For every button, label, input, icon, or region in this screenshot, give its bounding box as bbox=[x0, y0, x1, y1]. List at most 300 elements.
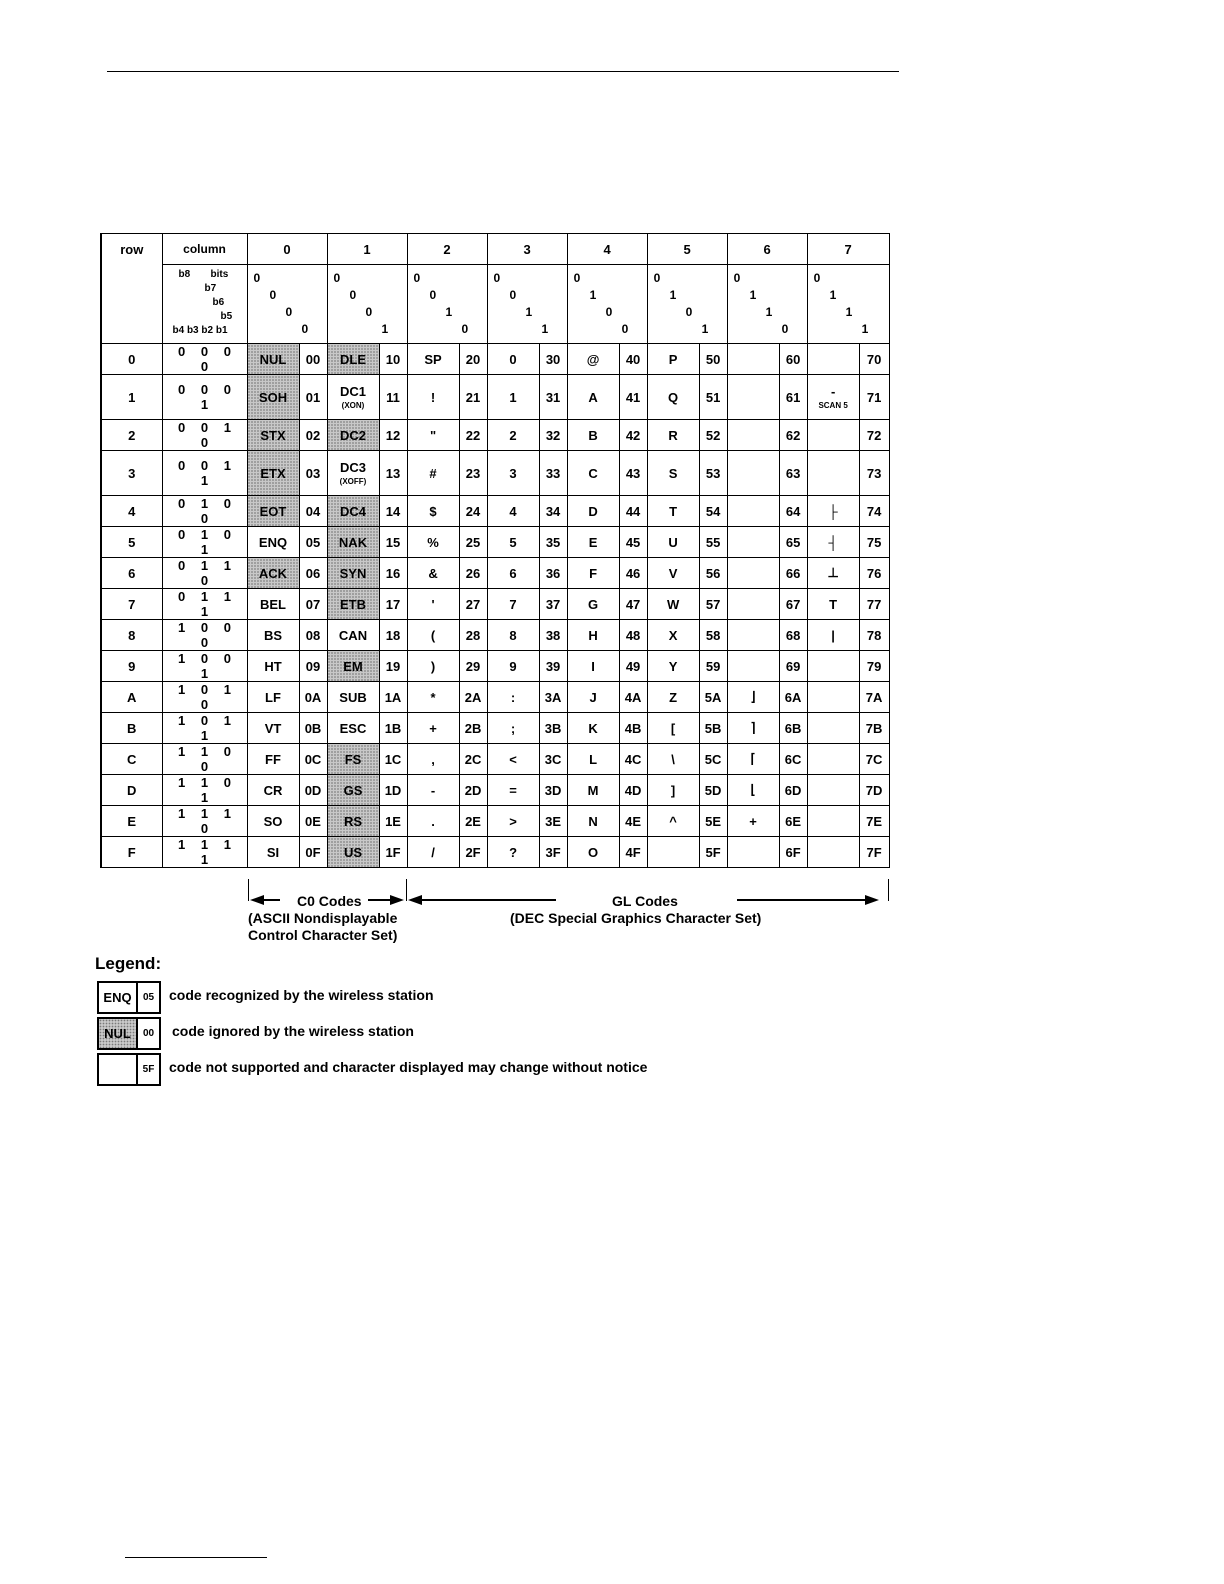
hex-cell: 0C bbox=[299, 744, 327, 775]
hex-cell: 28 bbox=[459, 620, 487, 651]
hex-cell: 3B bbox=[539, 713, 567, 744]
hex-cell: 32 bbox=[539, 420, 567, 451]
bits-word: bits bbox=[210, 269, 229, 280]
bit-value: 1 bbox=[829, 288, 837, 302]
hex-cell: 48 bbox=[619, 620, 647, 651]
hex-cell: 2B bbox=[459, 713, 487, 744]
column-4-bit-pattern bbox=[567, 265, 647, 344]
hex-cell: 74 bbox=[859, 496, 889, 527]
char-name: 2 bbox=[509, 427, 517, 443]
char-cell bbox=[647, 713, 699, 744]
hex-cell: 7F bbox=[859, 837, 889, 868]
bits-description bbox=[162, 265, 247, 344]
legend-swatch-hex: 5F bbox=[142, 1064, 155, 1075]
bit-value: 0 bbox=[253, 271, 261, 285]
char-cell bbox=[727, 744, 779, 775]
char-cell bbox=[407, 682, 459, 713]
hex-cell: 3D bbox=[539, 775, 567, 806]
hex-cell: 18 bbox=[379, 620, 407, 651]
char-cell bbox=[487, 806, 539, 837]
hex-cell: 0E bbox=[299, 806, 327, 837]
gl-codes-label: GL Codes bbox=[612, 893, 678, 909]
char-name: ENQ bbox=[258, 534, 288, 550]
char-cell bbox=[327, 620, 379, 651]
column-5-bit-pattern bbox=[647, 265, 727, 344]
char-cell bbox=[407, 806, 459, 837]
column-5-header: 5 bbox=[647, 234, 727, 265]
bit-value: 0 bbox=[429, 288, 437, 302]
char-cell bbox=[487, 344, 539, 375]
row-bits: 1 0 1 0 bbox=[162, 682, 247, 713]
char-cell bbox=[327, 451, 379, 496]
hex-cell: 76 bbox=[859, 558, 889, 589]
row-bits: 0 0 1 0 bbox=[162, 420, 247, 451]
char-name: 0 bbox=[509, 351, 517, 367]
char-cell bbox=[647, 527, 699, 558]
bit-value: 1 bbox=[845, 305, 853, 319]
char-cell bbox=[327, 558, 379, 589]
legend-swatch-char: NUL bbox=[99, 1019, 138, 1048]
hex-cell: 4E bbox=[619, 806, 647, 837]
char-cell bbox=[247, 620, 299, 651]
char-cell bbox=[327, 589, 379, 620]
bit-value: 0 bbox=[493, 271, 501, 285]
table-row bbox=[101, 420, 889, 451]
char-name: ⌉ bbox=[750, 720, 756, 735]
row-bits: 0 1 1 0 bbox=[162, 558, 247, 589]
bit-value: 0 bbox=[653, 271, 661, 285]
hex-cell: 57 bbox=[699, 589, 727, 620]
hex-cell: 50 bbox=[699, 344, 727, 375]
hex-cell: 34 bbox=[539, 496, 567, 527]
char-cell bbox=[327, 775, 379, 806]
hex-cell: 4B bbox=[619, 713, 647, 744]
hex-cell: 1D bbox=[379, 775, 407, 806]
hex-cell: 19 bbox=[379, 651, 407, 682]
char-name: ! bbox=[430, 389, 436, 405]
table-row bbox=[101, 558, 889, 589]
char-name: DC1 bbox=[340, 384, 367, 399]
bit-value: 1 bbox=[541, 322, 549, 336]
char-cell bbox=[647, 558, 699, 589]
bits-b5: b5 bbox=[220, 311, 233, 322]
hex-cell: 2F bbox=[459, 837, 487, 868]
char-cell bbox=[407, 713, 459, 744]
char-cell bbox=[407, 527, 459, 558]
hex-cell: 04 bbox=[299, 496, 327, 527]
row-label: F bbox=[101, 837, 162, 868]
hex-cell: 78 bbox=[859, 620, 889, 651]
row-label: 6 bbox=[101, 558, 162, 589]
char-cell bbox=[487, 589, 539, 620]
hex-cell: 06 bbox=[299, 558, 327, 589]
char-cell bbox=[567, 744, 619, 775]
char-cell bbox=[247, 527, 299, 558]
char-name: : bbox=[510, 689, 516, 705]
char-name: [ bbox=[670, 720, 676, 736]
char-name: > bbox=[509, 813, 517, 829]
char-cell bbox=[487, 451, 539, 496]
table-row bbox=[101, 713, 889, 744]
hex-cell: 02 bbox=[299, 420, 327, 451]
hex-cell: 17 bbox=[379, 589, 407, 620]
char-name: ⌋ bbox=[750, 689, 756, 704]
char-cell bbox=[727, 527, 779, 558]
row-label: E bbox=[101, 806, 162, 837]
c0-left-tick bbox=[248, 879, 249, 901]
table-row bbox=[101, 620, 889, 651]
hex-cell: 03 bbox=[299, 451, 327, 496]
char-name: ETB bbox=[340, 596, 367, 612]
char-cell bbox=[647, 589, 699, 620]
hex-cell: 56 bbox=[699, 558, 727, 589]
char-name: EM bbox=[343, 658, 363, 674]
hex-cell: 39 bbox=[539, 651, 567, 682]
row-header: row bbox=[101, 234, 162, 344]
char-cell bbox=[247, 682, 299, 713]
c0-codes-label: C0 Codes bbox=[297, 893, 362, 909]
row-label: 5 bbox=[101, 527, 162, 558]
char-cell bbox=[407, 620, 459, 651]
bottom-rule bbox=[125, 1557, 267, 1558]
char-name: SI bbox=[266, 844, 280, 860]
char-cell bbox=[327, 806, 379, 837]
char-cell bbox=[407, 496, 459, 527]
bit-value: 0 bbox=[461, 322, 469, 336]
char-cell bbox=[567, 420, 619, 451]
row-bits: 0 0 0 1 bbox=[162, 375, 247, 420]
hex-cell: 3E bbox=[539, 806, 567, 837]
char-name: Q bbox=[668, 389, 679, 405]
char-name: 4 bbox=[509, 503, 517, 519]
char-cell bbox=[487, 682, 539, 713]
char-cell bbox=[567, 558, 619, 589]
char-cell bbox=[247, 451, 299, 496]
char-name: B bbox=[588, 427, 598, 443]
hex-cell: 6C bbox=[779, 744, 807, 775]
char-name: \ bbox=[671, 751, 675, 767]
bit-value: 0 bbox=[605, 305, 613, 319]
char-cell bbox=[407, 451, 459, 496]
bit-value: 1 bbox=[701, 322, 709, 336]
char-name: ┤ bbox=[828, 534, 838, 550]
bit-value: 0 bbox=[333, 271, 341, 285]
char-name: 8 bbox=[509, 627, 517, 643]
char-cell bbox=[247, 375, 299, 420]
char-cell bbox=[807, 451, 859, 496]
row-label: 0 bbox=[101, 344, 162, 375]
hex-cell: 36 bbox=[539, 558, 567, 589]
char-name: DC4 bbox=[340, 503, 367, 519]
hex-cell: 41 bbox=[619, 375, 647, 420]
hex-cell: 73 bbox=[859, 451, 889, 496]
char-cell bbox=[567, 806, 619, 837]
hex-cell: 61 bbox=[779, 375, 807, 420]
bit-value: 0 bbox=[733, 271, 741, 285]
legend-swatch-char: ENQ bbox=[99, 983, 138, 1012]
char-note: (XON) bbox=[341, 401, 365, 410]
char-name: M bbox=[587, 782, 599, 798]
bit-value: 0 bbox=[365, 305, 373, 319]
char-name: CAN bbox=[338, 627, 368, 643]
legend-text-recognized: code recognized by the wireless station bbox=[169, 987, 434, 1003]
char-name: LF bbox=[265, 689, 281, 705]
table-row bbox=[101, 744, 889, 775]
char-name: | bbox=[831, 627, 835, 643]
hex-cell: 43 bbox=[619, 451, 647, 496]
char-cell bbox=[807, 496, 859, 527]
hex-cell: 63 bbox=[779, 451, 807, 496]
hex-cell: 53 bbox=[699, 451, 727, 496]
char-cell bbox=[327, 682, 379, 713]
char-cell bbox=[487, 744, 539, 775]
hex-cell: 2E bbox=[459, 806, 487, 837]
char-cell bbox=[647, 420, 699, 451]
char-cell bbox=[567, 527, 619, 558]
bit-value: 0 bbox=[413, 271, 421, 285]
char-name: T bbox=[669, 503, 678, 519]
char-name: @ bbox=[586, 351, 600, 367]
hex-cell: 01 bbox=[299, 375, 327, 420]
char-cell bbox=[647, 744, 699, 775]
char-cell bbox=[407, 744, 459, 775]
char-name: - bbox=[830, 384, 836, 399]
char-name: I bbox=[591, 658, 595, 674]
hex-cell: 4D bbox=[619, 775, 647, 806]
hex-cell: 55 bbox=[699, 527, 727, 558]
char-name: DC3 bbox=[340, 460, 367, 475]
char-name: G bbox=[588, 596, 599, 612]
char-cell bbox=[327, 651, 379, 682]
char-cell bbox=[807, 344, 859, 375]
legend-swatch-unsupported bbox=[97, 1053, 161, 1086]
char-cell bbox=[247, 806, 299, 837]
char-cell bbox=[807, 837, 859, 868]
char-name: Z bbox=[669, 689, 678, 705]
legend-title: Legend: bbox=[95, 954, 162, 973]
char-name: 9 bbox=[509, 658, 517, 674]
char-cell bbox=[727, 651, 779, 682]
char-cell bbox=[407, 375, 459, 420]
char-name: ⌊ bbox=[750, 782, 756, 797]
gl-left-line bbox=[422, 899, 556, 901]
legend-text-ignored: code ignored by the wireless station bbox=[172, 1023, 414, 1039]
hex-cell: 12 bbox=[379, 420, 407, 451]
hex-cell: 58 bbox=[699, 620, 727, 651]
char-name: C bbox=[588, 465, 598, 481]
gl-right-tick bbox=[888, 879, 889, 901]
char-cell bbox=[247, 775, 299, 806]
bits-b8: b8 bbox=[178, 269, 191, 280]
char-cell bbox=[487, 775, 539, 806]
row-label: 2 bbox=[101, 420, 162, 451]
bit-value: 0 bbox=[269, 288, 277, 302]
char-name: NUL bbox=[259, 351, 287, 367]
bit-value: 0 bbox=[685, 305, 693, 319]
legend-swatch-recognized bbox=[97, 981, 161, 1014]
hex-cell: 10 bbox=[379, 344, 407, 375]
hex-cell: 46 bbox=[619, 558, 647, 589]
char-cell bbox=[487, 713, 539, 744]
char-name: R bbox=[668, 427, 678, 443]
hex-cell: 5D bbox=[699, 775, 727, 806]
char-cell bbox=[407, 775, 459, 806]
char-name: BS bbox=[263, 627, 283, 643]
char-cell bbox=[727, 775, 779, 806]
char-name: & bbox=[428, 565, 438, 581]
char-cell bbox=[807, 713, 859, 744]
char-cell bbox=[727, 806, 779, 837]
c0-right-arrow bbox=[390, 895, 404, 905]
hex-cell: 20 bbox=[459, 344, 487, 375]
char-name: SO bbox=[263, 813, 283, 829]
char-name: DLE bbox=[340, 351, 367, 367]
bit-value: 0 bbox=[781, 322, 789, 336]
char-name: SOH bbox=[258, 389, 288, 405]
hex-cell: 2D bbox=[459, 775, 487, 806]
column-1-bit-pattern bbox=[327, 265, 407, 344]
bit-value: 0 bbox=[573, 271, 581, 285]
char-name: J bbox=[589, 689, 597, 705]
character-code-table bbox=[100, 233, 890, 868]
bit-value: 0 bbox=[349, 288, 357, 302]
char-cell bbox=[247, 558, 299, 589]
char-cell bbox=[567, 713, 619, 744]
char-name: K bbox=[588, 720, 598, 736]
char-name: E bbox=[588, 534, 598, 550]
hex-cell: 49 bbox=[619, 651, 647, 682]
hex-cell: 14 bbox=[379, 496, 407, 527]
column-0-bit-pattern bbox=[247, 265, 327, 344]
char-cell bbox=[807, 744, 859, 775]
legend-swatch-hex: 05 bbox=[142, 992, 155, 1003]
hex-cell: 62 bbox=[779, 420, 807, 451]
row-label: A bbox=[101, 682, 162, 713]
hex-cell: 30 bbox=[539, 344, 567, 375]
hex-cell: 4A bbox=[619, 682, 647, 713]
bit-pattern-row bbox=[101, 265, 889, 344]
hex-cell: 0B bbox=[299, 713, 327, 744]
hex-cell: 75 bbox=[859, 527, 889, 558]
char-cell bbox=[647, 682, 699, 713]
bit-value: 1 bbox=[861, 322, 869, 336]
gl-left-arrow bbox=[408, 895, 422, 905]
char-cell bbox=[487, 558, 539, 589]
hex-cell: 1C bbox=[379, 744, 407, 775]
char-cell bbox=[647, 375, 699, 420]
hex-cell: 64 bbox=[779, 496, 807, 527]
c0-gl-divider-tick bbox=[406, 879, 407, 901]
legend-text-unsupported: code not supported and character displayed may change without notice bbox=[169, 1059, 648, 1075]
table-row bbox=[101, 589, 889, 620]
gl-subtitle: (DEC Special Graphics Character Set) bbox=[510, 910, 762, 926]
char-cell bbox=[247, 496, 299, 527]
bits-b6: b6 bbox=[212, 297, 225, 308]
char-name: * bbox=[430, 689, 436, 705]
char-name: + bbox=[429, 720, 437, 736]
char-cell bbox=[647, 496, 699, 527]
char-cell bbox=[327, 420, 379, 451]
row-bits: 1 1 1 0 bbox=[162, 806, 247, 837]
column-6-header: 6 bbox=[727, 234, 807, 265]
hex-cell: 5F bbox=[699, 837, 727, 868]
char-name: SYN bbox=[339, 565, 367, 581]
char-name: = bbox=[509, 782, 517, 798]
hex-cell: 2C bbox=[459, 744, 487, 775]
c0-subtitle-line2: Control Character Set) bbox=[248, 927, 398, 943]
hex-cell: 6E bbox=[779, 806, 807, 837]
table-row bbox=[101, 344, 889, 375]
hex-cell: 6F bbox=[779, 837, 807, 868]
char-name: ' bbox=[431, 596, 435, 612]
hex-cell: 0A bbox=[299, 682, 327, 713]
gl-right-line bbox=[737, 899, 867, 901]
hex-cell: 5B bbox=[699, 713, 727, 744]
char-name: 5 bbox=[509, 534, 517, 550]
char-name: RS bbox=[343, 813, 363, 829]
column-3-bit-pattern bbox=[487, 265, 567, 344]
char-name: DC2 bbox=[340, 427, 367, 443]
c0-left-line bbox=[262, 899, 280, 901]
hex-cell: 71 bbox=[859, 375, 889, 420]
hex-cell: 4F bbox=[619, 837, 647, 868]
row-bits: 0 1 1 1 bbox=[162, 589, 247, 620]
char-cell bbox=[407, 589, 459, 620]
bit-value: 0 bbox=[285, 305, 293, 319]
char-name: 3 bbox=[509, 465, 517, 481]
column-2-bit-pattern bbox=[407, 265, 487, 344]
hex-cell: 51 bbox=[699, 375, 727, 420]
hex-cell: 0F bbox=[299, 837, 327, 868]
char-name: N bbox=[588, 813, 598, 829]
char-cell bbox=[487, 651, 539, 682]
char-cell bbox=[327, 713, 379, 744]
char-name: D bbox=[588, 503, 598, 519]
column-2-header: 2 bbox=[407, 234, 487, 265]
row-label: 8 bbox=[101, 620, 162, 651]
char-cell bbox=[327, 496, 379, 527]
header-row bbox=[101, 234, 889, 265]
char-cell bbox=[727, 496, 779, 527]
char-name: / bbox=[431, 844, 435, 860]
char-name: ; bbox=[510, 720, 516, 736]
char-name: US bbox=[343, 844, 363, 860]
char-name: T bbox=[829, 596, 838, 612]
hex-cell: 35 bbox=[539, 527, 567, 558]
row-label: 4 bbox=[101, 496, 162, 527]
char-name: ] bbox=[670, 782, 676, 798]
char-name: L bbox=[589, 751, 598, 767]
hex-cell: 27 bbox=[459, 589, 487, 620]
char-cell bbox=[647, 620, 699, 651]
bit-value: 0 bbox=[813, 271, 821, 285]
char-cell bbox=[727, 589, 779, 620]
char-cell bbox=[247, 837, 299, 868]
char-name: " bbox=[429, 427, 437, 443]
char-cell bbox=[647, 775, 699, 806]
char-cell bbox=[247, 713, 299, 744]
char-name: SUB bbox=[339, 689, 367, 705]
hex-cell: 3F bbox=[539, 837, 567, 868]
hex-cell: 1F bbox=[379, 837, 407, 868]
char-cell bbox=[727, 344, 779, 375]
hex-cell: 37 bbox=[539, 589, 567, 620]
table-row bbox=[101, 527, 889, 558]
char-cell bbox=[327, 744, 379, 775]
char-cell bbox=[727, 682, 779, 713]
hex-cell: 1A bbox=[379, 682, 407, 713]
c0-subtitle-line1: (ASCII Nondisplayable bbox=[248, 910, 398, 926]
